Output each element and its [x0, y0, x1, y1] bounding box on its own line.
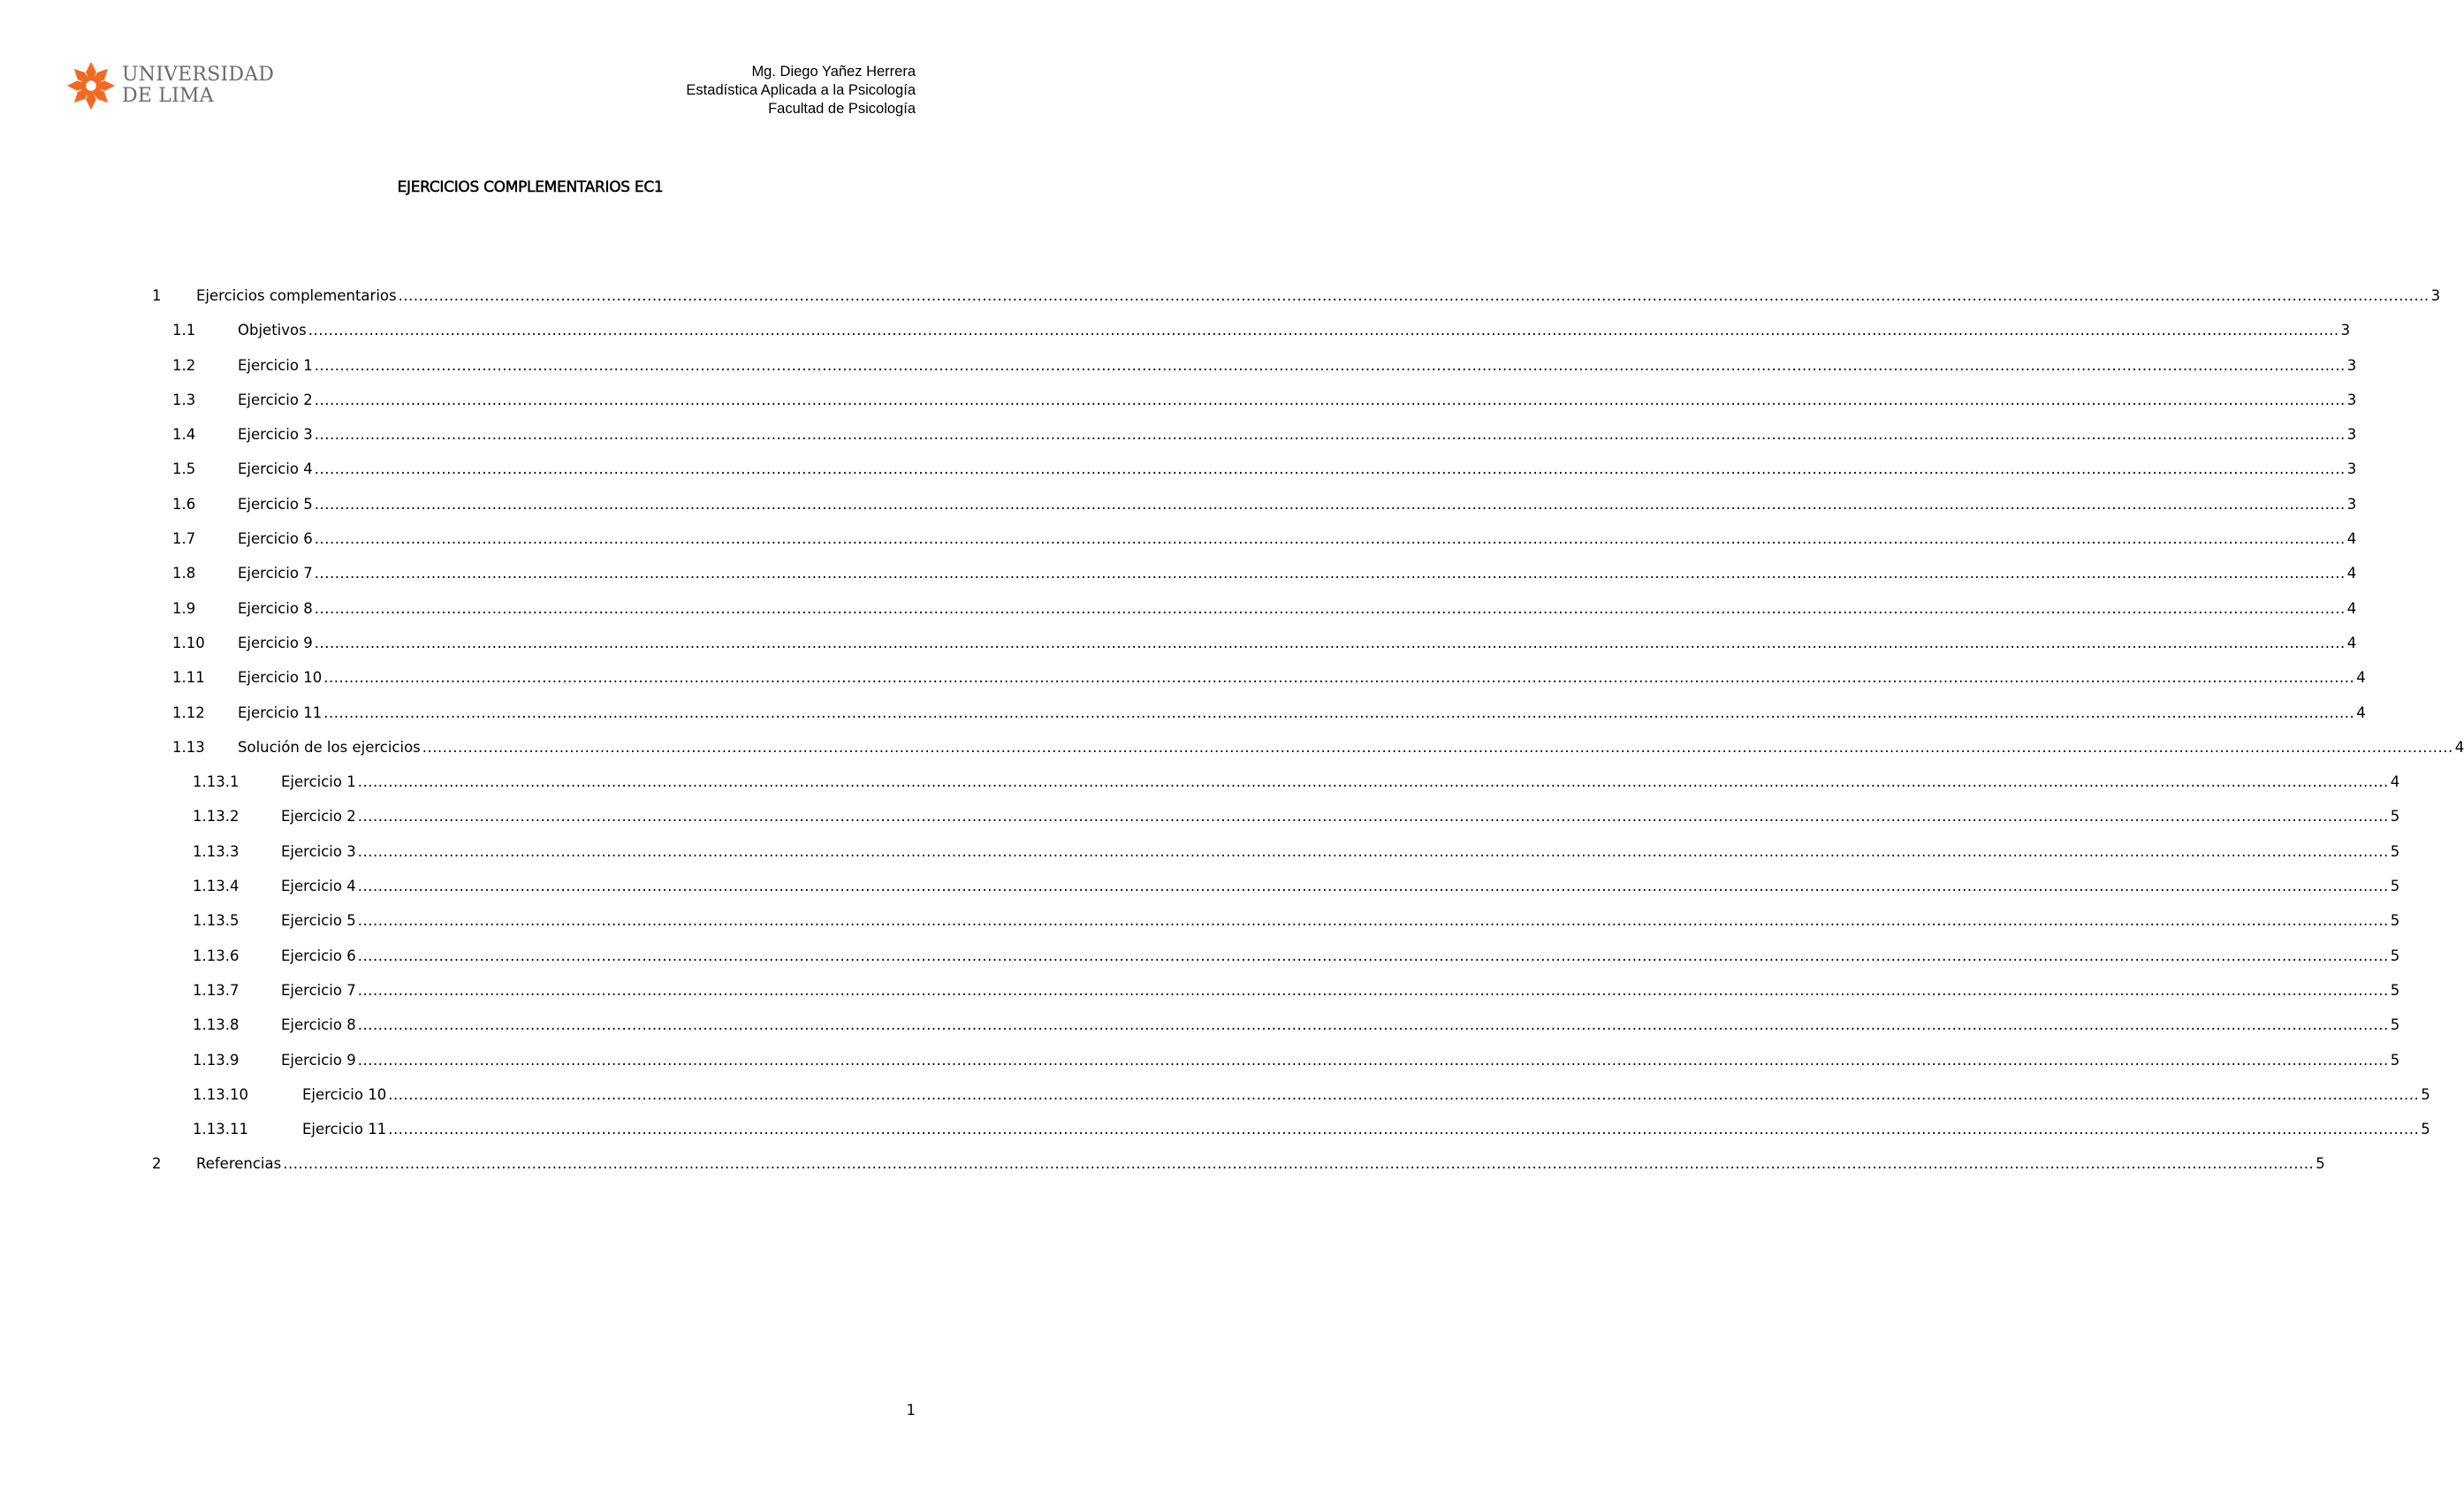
toc-dot-leader: ................................................................................................................................................................................................................................................................................................................................................................................................................: [283, 1155, 2315, 1173]
table-of-contents: [152, 287, 2464, 1191]
toc-entry-title: Referencias: [196, 1155, 282, 1173]
toc-entry-page: 4: [2356, 669, 2366, 687]
toc-dot-leader: ................................................................................................................................................................................................................................................................................................................................................................................................................: [398, 287, 2430, 304]
toc-dot-leader: ................................................................................................................................................................................................................................................................................................................................................................................................................: [314, 530, 2346, 548]
toc-entry-page: 5: [2390, 1016, 2400, 1034]
toc-entry-number: 1.6: [172, 495, 196, 513]
toc-entry[interactable]: [152, 704, 2366, 739]
toc-entry-number: 1.3: [172, 391, 196, 408]
toc-entry[interactable]: [152, 808, 2400, 842]
toc-entry-title: Objetivos: [238, 322, 307, 339]
toc-entry-title: Ejercicios complementarios: [196, 287, 397, 304]
toc-entry-title: Ejercicio 2: [238, 391, 313, 408]
toc-entry[interactable]: [152, 738, 2464, 773]
toc-entry[interactable]: [152, 1085, 2430, 1121]
toc-entry-number: 1.10: [172, 634, 205, 651]
toc-entry[interactable]: [152, 981, 2400, 1016]
toc-entry[interactable]: [152, 912, 2400, 947]
toc-entry[interactable]: [152, 878, 2400, 912]
toc-entry[interactable]: [152, 287, 2441, 322]
toc-entry[interactable]: [152, 947, 2400, 982]
toc-entry-title: Ejercicio 9: [281, 1051, 356, 1069]
toc-entry-page: 4: [2390, 773, 2400, 791]
toc-dot-leader: ................................................................................................................................................................................................................................................................................................................................................................................................................: [357, 912, 2389, 930]
toc-entry-number: 1.13.11: [193, 1121, 248, 1138]
toc-dot-leader: ................................................................................................................................................................................................................................................................................................................................................................................................................: [357, 1051, 2389, 1069]
toc-dot-leader: ................................................................................................................................................................................................................................................................................................................................................................................................................: [422, 738, 2453, 756]
star-burst-logo-icon: [65, 60, 117, 111]
document-title: EJERCICIOS COMPLEMENTARIOS EC1: [397, 179, 664, 196]
toc-entry-number: 2: [152, 1155, 162, 1173]
toc-entry-page: 5: [2390, 947, 2400, 964]
toc-entry-title: Solución de los ejercicios: [238, 738, 421, 756]
toc-entry[interactable]: [152, 634, 2357, 669]
toc-entry-number: 1.2: [172, 356, 196, 374]
toc-entry-page: 3: [2346, 356, 2357, 374]
toc-dot-leader: ................................................................................................................................................................................................................................................................................................................................................................................................................: [314, 565, 2346, 582]
toc-entry-title: Ejercicio 2: [281, 808, 356, 826]
toc-dot-leader: ................................................................................................................................................................................................................................................................................................................................................................................................................: [314, 356, 2346, 374]
toc-entry-number: 1.12: [172, 704, 205, 721]
toc-dot-leader: ................................................................................................................................................................................................................................................................................................................................................................................................................: [388, 1085, 2420, 1103]
toc-entry[interactable]: [152, 530, 2357, 565]
toc-dot-leader: ................................................................................................................................................................................................................................................................................................................................................................................................................: [357, 947, 2389, 964]
toc-entry[interactable]: [152, 1155, 2325, 1190]
toc-entry-page: 4: [2346, 565, 2357, 582]
toc-entry-page: 3: [2346, 426, 2357, 444]
toc-entry-page: 4: [2346, 634, 2357, 651]
toc-entry-title: Ejercicio 1: [238, 356, 313, 374]
header-course: Estadística Aplicada a la Psicología: [686, 82, 916, 98]
toc-dot-leader: ................................................................................................................................................................................................................................................................................................................................................................................................................: [357, 842, 2389, 860]
toc-entry-page: 5: [2421, 1085, 2430, 1103]
toc-dot-leader: ................................................................................................................................................................................................................................................................................................................................................................................................................: [314, 460, 2346, 478]
toc-dot-leader: ................................................................................................................................................................................................................................................................................................................................................................................................................: [314, 599, 2346, 617]
toc-entry[interactable]: [152, 391, 2357, 426]
toc-entry-number: 1.4: [172, 426, 196, 444]
toc-entry-title: Ejercicio 7: [238, 565, 313, 582]
toc-entry[interactable]: [152, 460, 2357, 495]
toc-entry-title: Ejercicio 4: [281, 878, 356, 895]
toc-entry[interactable]: [152, 1016, 2400, 1051]
header-author: Mg. Diego Yañez Herrera: [751, 64, 916, 80]
toc-entry[interactable]: [152, 773, 2400, 808]
toc-dot-leader: ................................................................................................................................................................................................................................................................................................................................................................................................................: [357, 1016, 2389, 1034]
toc-entry-page: 3: [2346, 495, 2357, 513]
toc-entry-title: Ejercicio 4: [238, 460, 313, 478]
toc-entry-number: 1.9: [172, 599, 196, 617]
toc-entry-number: 1.7: [172, 530, 196, 548]
toc-entry-title: Ejercicio 11: [302, 1121, 387, 1138]
toc-entry-page: 5: [2390, 808, 2400, 826]
toc-entry-title: Ejercicio 8: [281, 1016, 356, 1034]
toc-entry-title: Ejercicio 3: [238, 426, 313, 444]
logo-wordmark: [122, 65, 274, 107]
toc-entry-number: 1.13.2: [193, 808, 240, 826]
toc-entry-number: 1.13.7: [193, 981, 240, 999]
toc-entry[interactable]: [152, 426, 2357, 460]
toc-entry-title: Ejercicio 10: [238, 669, 323, 687]
toc-entry-number: 1.13.9: [193, 1051, 240, 1069]
toc-dot-leader: ................................................................................................................................................................................................................................................................................................................................................................................................................: [357, 773, 2389, 791]
toc-entry-title: Ejercicio 6: [281, 947, 356, 964]
toc-entry[interactable]: [152, 599, 2357, 635]
toc-entry[interactable]: [152, 565, 2357, 599]
toc-entry-page: 4: [2346, 599, 2357, 617]
toc-dot-leader: ................................................................................................................................................................................................................................................................................................................................................................................................................: [357, 808, 2389, 826]
toc-entry-number: 1.13.3: [193, 842, 240, 860]
toc-entry-title: Ejercicio 10: [302, 1085, 387, 1103]
toc-entry-number: 1.11: [172, 669, 205, 687]
toc-entry-page: 3: [2430, 287, 2441, 304]
toc-entry-number: 1.5: [172, 460, 196, 478]
toc-entry-title: Ejercicio 5: [281, 912, 356, 930]
toc-entry-page: 5: [2390, 878, 2400, 895]
toc-entry-page: 4: [2454, 738, 2464, 756]
toc-entry-page: 5: [2316, 1155, 2325, 1173]
toc-entry-page: 5: [2390, 1051, 2400, 1069]
toc-dot-leader: ................................................................................................................................................................................................................................................................................................................................................................................................................: [357, 878, 2389, 895]
toc-dot-leader: ................................................................................................................................................................................................................................................................................................................................................................................................................: [323, 669, 2355, 687]
toc-entry-title: Ejercicio 7: [281, 981, 356, 999]
toc-entry[interactable]: [152, 495, 2357, 530]
header-faculty: Facultad de Psicología: [768, 101, 916, 117]
toc-entry-page: 3: [2340, 322, 2351, 339]
toc-entry-title: Ejercicio 8: [238, 599, 313, 617]
toc-entry[interactable]: [152, 322, 2351, 356]
page-number: 1: [906, 1402, 916, 1419]
toc-entry-page: 5: [2421, 1121, 2430, 1138]
toc-entry[interactable]: [152, 669, 2366, 704]
toc-dot-leader: ................................................................................................................................................................................................................................................................................................................................................................................................................: [388, 1121, 2420, 1138]
toc-entry[interactable]: [152, 356, 2357, 392]
toc-dot-leader: ................................................................................................................................................................................................................................................................................................................................................................................................................: [314, 391, 2346, 408]
toc-entry-title: Ejercicio 9: [238, 634, 313, 651]
logo-line-1: UNIVERSIDAD: [122, 64, 275, 86]
toc-entry-number: 1.13.1: [193, 773, 240, 791]
toc-dot-leader: ................................................................................................................................................................................................................................................................................................................................................................................................................: [314, 495, 2346, 513]
toc-dot-leader: ................................................................................................................................................................................................................................................................................................................................................................................................................: [323, 704, 2355, 721]
toc-entry-number: 1.13.4: [193, 878, 240, 895]
toc-entry-page: 5: [2390, 842, 2400, 860]
toc-dot-leader: ................................................................................................................................................................................................................................................................................................................................................................................................................: [314, 426, 2346, 444]
toc-entry-number: 1.13.8: [193, 1016, 240, 1034]
toc-entry[interactable]: [152, 1051, 2400, 1086]
toc-entry-number: 1.13: [172, 738, 205, 756]
university-logo: [65, 60, 274, 111]
toc-entry[interactable]: [152, 842, 2400, 878]
toc-entry-page: 5: [2390, 912, 2400, 930]
toc-entry-number: 1.8: [172, 565, 196, 582]
toc-entry-number: 1: [152, 287, 162, 304]
toc-dot-leader: ................................................................................................................................................................................................................................................................................................................................................................................................................: [308, 322, 2339, 339]
toc-entry-title: Ejercicio 1: [281, 773, 356, 791]
toc-entry-number: 1.13.6: [193, 947, 240, 964]
header-info: [686, 63, 916, 118]
toc-entry-number: 1.13.5: [193, 912, 240, 930]
toc-entry[interactable]: [152, 1121, 2430, 1155]
toc-entry-title: Ejercicio 3: [281, 842, 356, 860]
toc-entry-page: 4: [2346, 530, 2357, 548]
toc-entry-page: 5: [2390, 981, 2400, 999]
toc-entry-title: Ejercicio 6: [238, 530, 313, 548]
toc-entry-title: Ejercicio 5: [238, 495, 313, 513]
toc-entry-page: 3: [2346, 391, 2357, 408]
toc-entry-title: Ejercicio 11: [238, 704, 323, 721]
toc-entry-page: 3: [2346, 460, 2357, 478]
logo-line-2: DE LIMA: [122, 85, 214, 107]
toc-entry-number: 1.1: [172, 322, 196, 339]
toc-entry-page: 4: [2356, 704, 2366, 721]
toc-dot-leader: ................................................................................................................................................................................................................................................................................................................................................................................................................: [357, 981, 2389, 999]
toc-dot-leader: ................................................................................................................................................................................................................................................................................................................................................................................................................: [314, 634, 2346, 651]
toc-entry-number: 1.13.10: [193, 1085, 248, 1103]
